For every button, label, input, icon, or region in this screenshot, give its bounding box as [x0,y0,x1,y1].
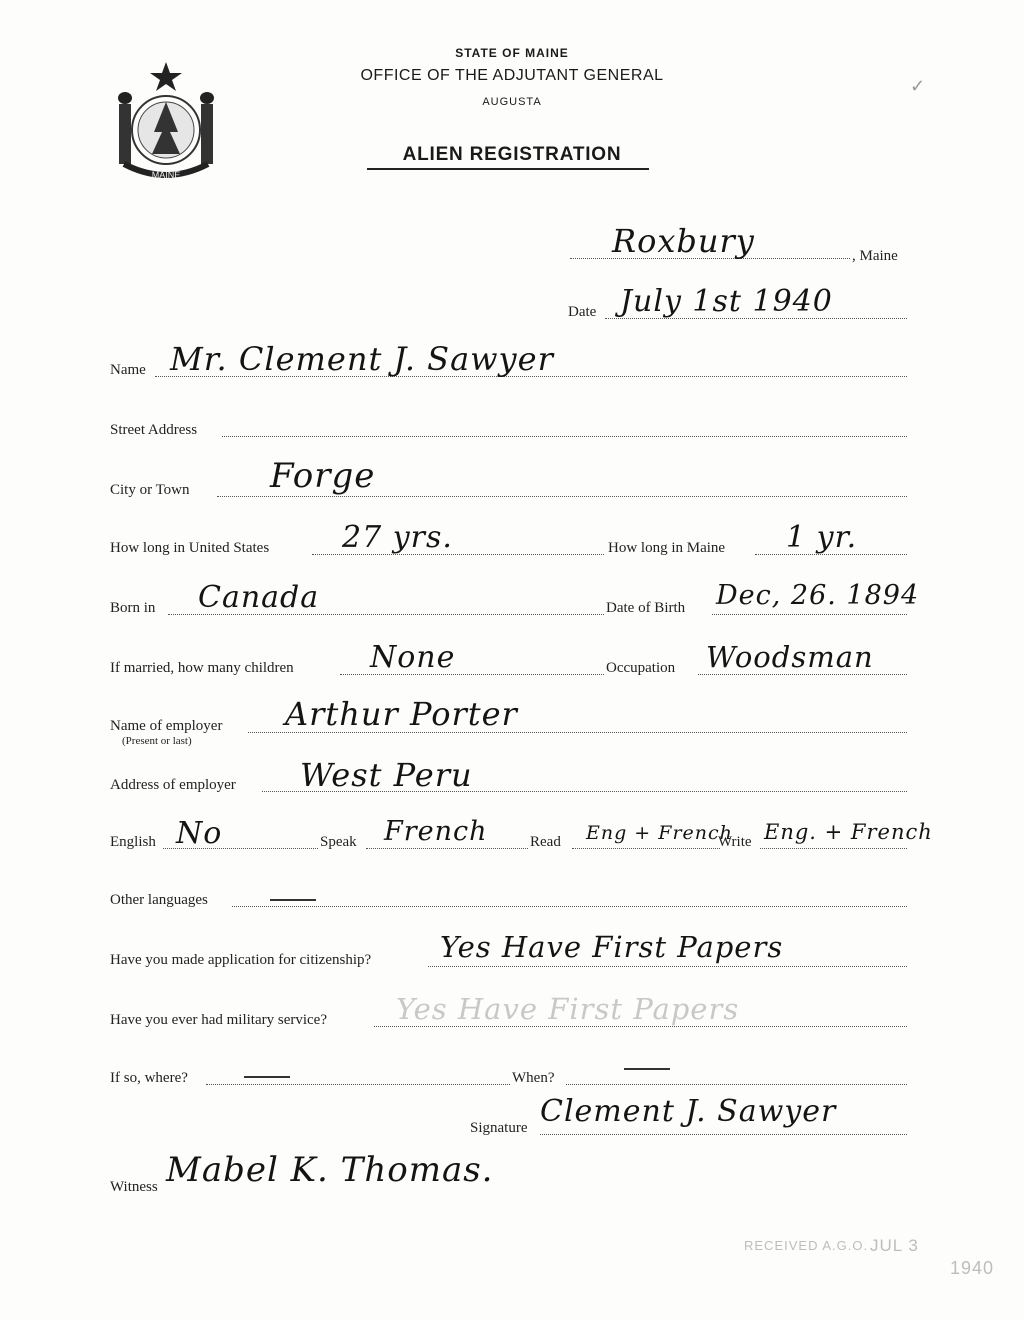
witness-value: Mabel K. Thomas. [166,1150,494,1190]
employer-address-label: Address of employer [110,777,236,793]
occupation-line [698,674,907,675]
occupation-label: Occupation [606,660,676,676]
signature-label: Signature [470,1120,528,1136]
citizenship-label: Have you made application for citizenship? [110,952,372,968]
office-heading: OFFICE OF THE ADJUTANT GENERAL [360,67,664,84]
city-label: City or Town [110,482,190,498]
dob-line [712,614,907,615]
form-title: ALIEN REGISTRATION [402,144,622,165]
citizenship-line [428,966,907,967]
other-languages-label: Other languages [110,892,208,908]
city-line [217,496,907,497]
write-value: Eng. + French [764,820,933,844]
name-value: Mr. Clement J. Sawyer [170,340,554,378]
title-underline [367,168,649,170]
signature-value: Clement J. Sawyer [540,1094,837,1129]
military-label: Have you ever had military service? [110,1012,327,1028]
other-languages-dash [270,899,316,901]
signature-line [540,1134,907,1135]
received-stamp-year: 1940 [950,1258,995,1278]
witness-label: Witness [110,1179,158,1195]
where-dash [244,1076,290,1078]
name-label: Name [110,362,146,378]
write-line [760,848,907,849]
city-value: Forge [270,456,376,496]
received-stamp: RECEIVED A.G.O. [744,1238,869,1253]
where-line [206,1084,510,1085]
employer-address-value: West Peru [300,756,473,794]
dob-value: Dec, 26. 1894 [716,580,920,611]
years-maine-label: How long in Maine [608,540,726,556]
born-in-value: Canada [198,580,320,615]
when-dash [624,1068,670,1070]
years-maine-value: 1 yr. [786,520,858,555]
english-value: No [176,816,223,851]
when-line [566,1084,907,1085]
employer-sublabel: (Present or last) [122,735,192,747]
received-stamp-date: JUL 3 [870,1236,919,1255]
city-heading: AUGUSTA [482,96,542,108]
other-languages-line [232,906,907,907]
read-line [572,848,720,849]
street-label: Street Address [110,422,198,438]
town-value: Roxbury [612,222,755,260]
town-suffix: , Maine [852,248,898,264]
speak-line [366,848,528,849]
date-value: July 1st 1940 [620,284,833,319]
street-line [222,436,907,437]
military-line [374,1026,907,1027]
read-label: Read [530,834,561,850]
svg-text:MAINE: MAINE [151,170,181,180]
speak-label: Speak [320,834,357,850]
where-label: If so, where? [110,1070,188,1086]
state-heading: STATE OF MAINE [455,46,569,60]
citizenship-value: Yes Have First Papers [440,930,784,964]
english-label: English [110,834,156,850]
speak-value: French [384,816,488,847]
born-in-label: Born in [110,600,156,616]
dob-label: Date of Birth [606,600,686,616]
read-value: Eng + French [586,822,733,844]
date-label: Date [568,304,597,320]
children-label: If married, how many children [110,660,294,676]
employer-value: Arthur Porter [285,695,518,733]
employer-label: Name of employer [110,718,223,734]
children-value: None [370,640,456,675]
occupation-value: Woodsman [706,640,874,674]
years-us-label: How long in United States [110,540,270,556]
write-label: Write [718,834,752,850]
check-mark-icon: ✓ [910,76,926,96]
when-label: When? [512,1070,555,1086]
military-value: Yes Have First Papers [396,992,740,1026]
years-us-value: 27 yrs. [342,520,453,555]
